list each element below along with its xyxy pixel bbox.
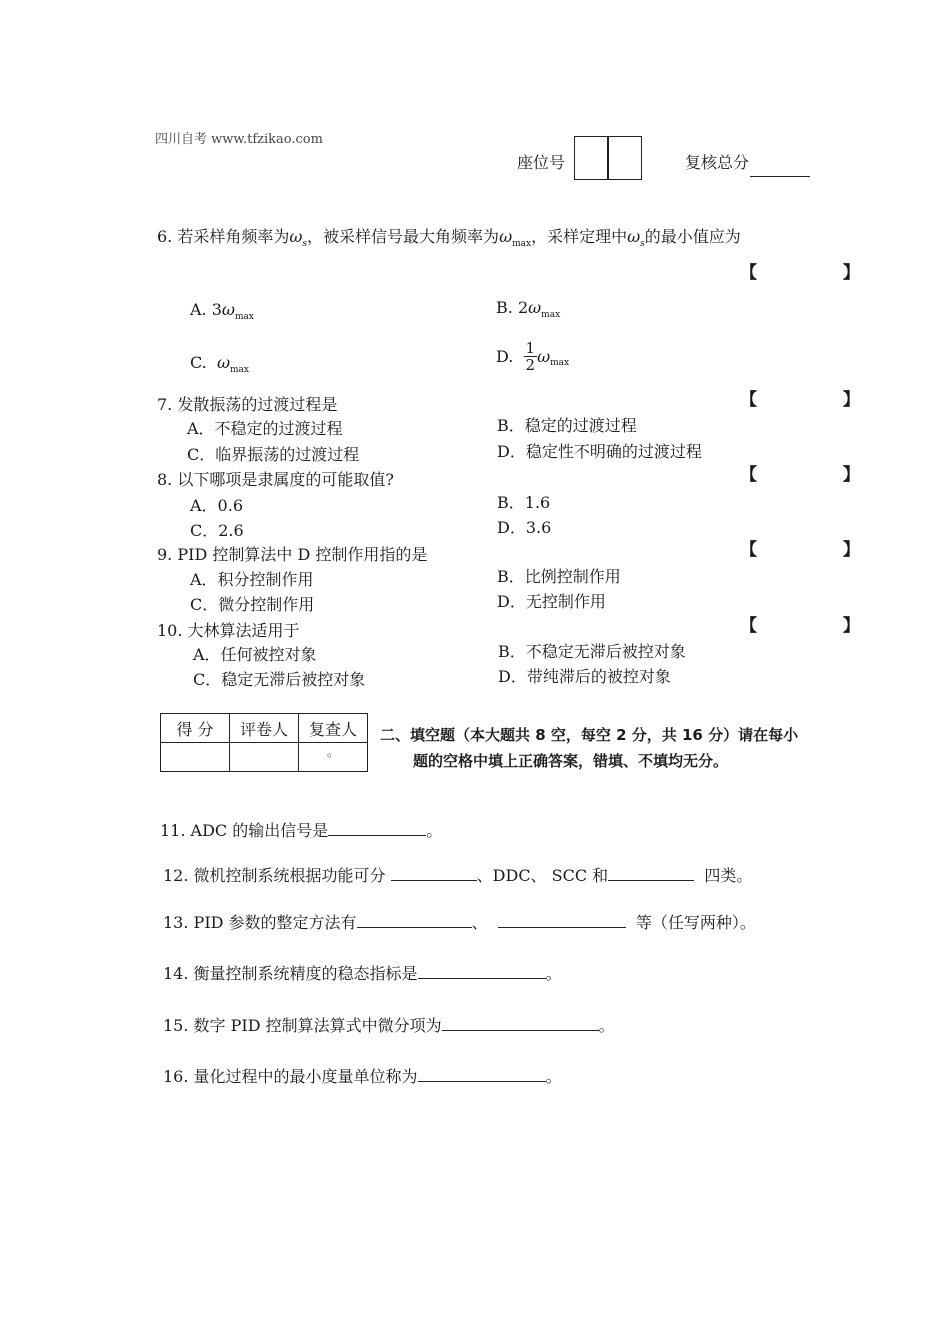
q14-blank[interactable]: [418, 964, 546, 979]
q8-option-b: B．1.6: [497, 493, 551, 512]
score-cell[interactable]: [161, 743, 230, 772]
question-16: 16. 量化过程中的最小度量单位称为 。: [163, 1067, 562, 1086]
q13-blank-1[interactable]: [357, 913, 472, 928]
q9-answer-bracket[interactable]: 【 】: [740, 540, 900, 560]
q12-blank-1[interactable]: [391, 866, 477, 881]
q7-option-c: C．临界振荡的过渡过程: [187, 445, 360, 464]
q9-option-a: A．积分控制作用: [190, 570, 314, 589]
q11-blank[interactable]: [328, 821, 426, 836]
q6-option-d: D. $\frac{1}{2}$ $\omega_{max}$: [496, 339, 570, 374]
grader-cell[interactable]: [230, 743, 299, 772]
q6-option-a: A. $3\omega_{max}$: [190, 300, 254, 323]
reviewer-cell[interactable]: 。: [299, 743, 368, 772]
q9-option-d: D．无控制作用: [497, 592, 606, 611]
question-15: 15. 数字 PID 控制算法算式中微分项为 。: [163, 1016, 615, 1035]
q10-option-c: C．稳定无滞后被控对象: [193, 670, 366, 689]
question-11: 11. ADC 的输出信号是 。: [160, 821, 443, 840]
q6-option-b: B. $2\omega_{max}$: [496, 298, 561, 321]
section2-heading-line1: 二、填空题（本大题共 8 空，每空 2 分，共 16 分）请在每小: [380, 726, 799, 744]
q12-blank-2[interactable]: [608, 866, 694, 881]
q6-answer-bracket[interactable]: 【 】: [740, 263, 900, 283]
reviewer-header: 复查人: [299, 714, 368, 743]
score-table: [160, 713, 368, 772]
question-12: 12. 微机控制系统根据功能可分 、DDC、 SCC 和 四类。: [163, 866, 753, 885]
q15-blank[interactable]: [442, 1016, 599, 1031]
q9-option-b: B．比例控制作用: [497, 567, 621, 586]
q13-blank-2[interactable]: [498, 913, 626, 928]
question-9-stem: 9. PID 控制算法中 D 控制作用指的是: [157, 545, 428, 564]
seat-box-1: [574, 136, 609, 180]
q8-option-d: D．3.6: [497, 518, 552, 537]
question-7-stem: 7. 发散振荡的过渡过程是: [157, 395, 338, 414]
q9-option-c: C．微分控制作用: [190, 595, 315, 614]
review-total-label: 复核总分: [685, 153, 750, 172]
seat-box-2: [607, 136, 642, 180]
q6-option-d-fraction: $\frac{1}{2}$: [525, 339, 536, 374]
question-13: 13. PID 参数的整定方法有 、 等（任写两种）。: [163, 913, 756, 932]
q10-option-b: B．不稳定无滞后被控对象: [498, 642, 686, 661]
review-total-line: [750, 176, 810, 177]
q10-answer-bracket[interactable]: 【 】: [740, 616, 900, 636]
q8-option-a: A．0.6: [190, 496, 244, 515]
q8-option-c: C．2.6: [190, 521, 244, 540]
q6-option-c: C. $\omega_{max}$: [190, 353, 249, 376]
section2-heading-line2: 题的空格中填上正确答案，错填、不填均无分。: [413, 752, 729, 770]
score-header: 得 分: [161, 714, 230, 743]
q8-answer-bracket[interactable]: 【 】: [740, 465, 900, 485]
seat-label: 座位号: [517, 153, 566, 172]
q16-blank[interactable]: [418, 1067, 546, 1082]
q10-option-a: A．任何被控对象: [193, 645, 317, 664]
q6-number: 6.: [157, 227, 173, 246]
site-watermark: 四川自考 www.tfzikao.com: [155, 132, 323, 147]
question-6-stem: 6. 若采样角频率为$\omega_s$，被采样信号最大角频率为$\omega_{max}$，采样定理中$\omega_s$的最小值应为: [157, 227, 741, 250]
q7-option-d: D．稳定性不明确的过渡过程: [497, 442, 702, 461]
q7-answer-bracket[interactable]: 【 】: [740, 390, 900, 410]
question-14: 14. 衡量控制系统精度的稳态指标是 。: [163, 964, 562, 983]
question-8-stem: 8. 以下哪项是隶属度的可能取值?: [157, 470, 394, 489]
grader-header: 评卷人: [230, 714, 299, 743]
q7-option-b: B．稳定的过渡过程: [497, 416, 637, 435]
q7-option-a: A．不稳定的过渡过程: [187, 419, 343, 438]
q10-option-d: D．带纯滞后的被控对象: [498, 667, 671, 686]
question-10-stem: 10. 大林算法适用于: [157, 621, 300, 640]
